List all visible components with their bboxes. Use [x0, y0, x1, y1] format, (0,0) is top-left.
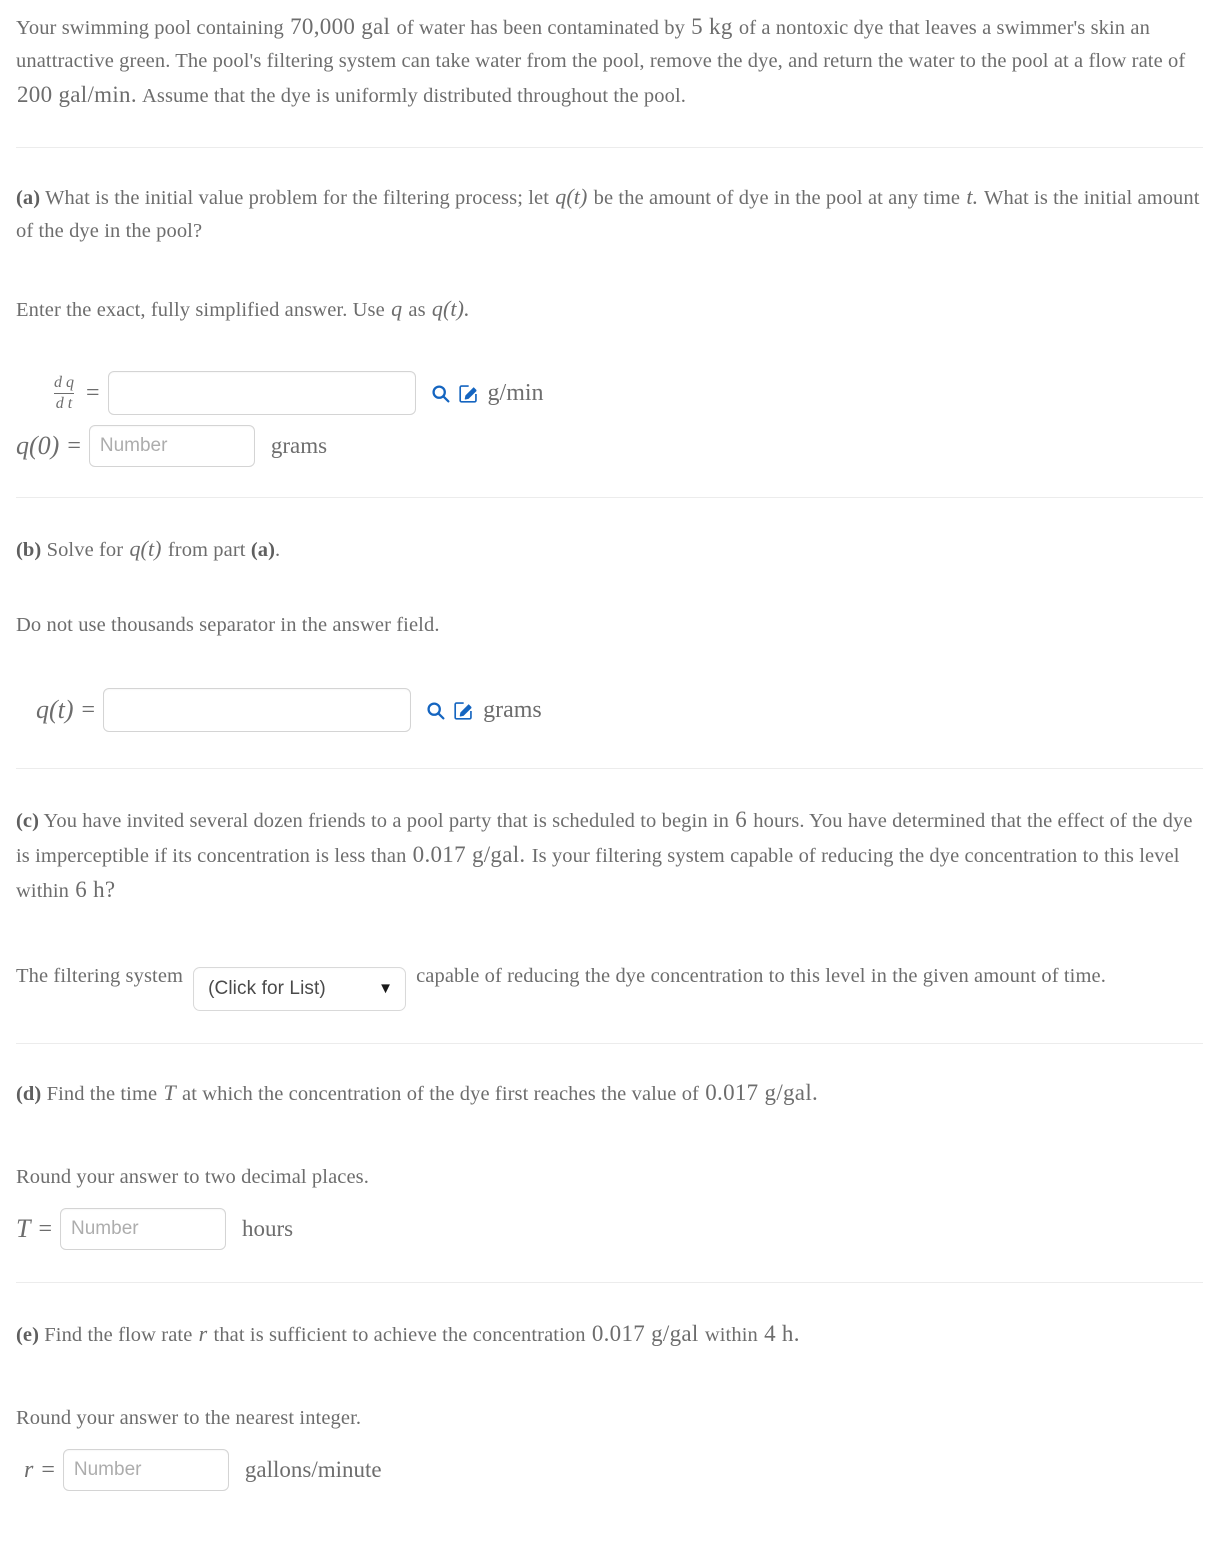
part-c-answer-prefix: The filtering system — [16, 965, 184, 987]
caret-down-icon: ▼ — [378, 980, 394, 997]
part-a-initial-condition-row — [16, 425, 1203, 467]
part-a-text-1: What is the initial value problem for the filtering process; let — [40, 187, 555, 209]
q0-label-text: q(0) — [16, 431, 60, 460]
qt-unit-label: grams — [483, 696, 542, 723]
q0-label — [16, 431, 59, 461]
flow-rate-value: 200 gal/min. — [17, 82, 137, 107]
dye-mass-value: 5 kg — [691, 14, 733, 39]
part-b-instruction: Do not use thousands separator in the answer field. — [16, 614, 440, 636]
part-d-concentration-value: 0.017 g/gal. — [705, 1080, 819, 1105]
part-e-concentration-value: 0.017 g/gal — [591, 1321, 699, 1346]
dq-dt-denominator: d t — [55, 394, 73, 412]
part-a-label: (a) — [16, 187, 41, 209]
qt-label-text: q(t) — [36, 695, 74, 724]
part-c-text-2: hours. You have determined that the effect of the dye is imperceptible if its concentration is less than — [16, 810, 1193, 867]
preview-magnifier-icon[interactable] — [425, 700, 446, 721]
part-e-text-3: within — [704, 1324, 764, 1346]
qt-tool-icons — [425, 700, 474, 721]
part-c-answer-suffix: capable of reducing the dye concentration to this level in the given amount of time. — [416, 965, 1106, 987]
problem-text-1: Your swimming pool containing — [16, 17, 290, 39]
part-e-time-limit-value: 4 h. — [764, 1321, 800, 1346]
part-e-r-var: r — [198, 1321, 208, 1346]
dq-dt-fraction — [50, 375, 78, 412]
part-d-label: (d) — [16, 1083, 42, 1105]
part-d-answer-row — [16, 1208, 1203, 1250]
part-a-q-of-t: q(t) — [555, 184, 588, 209]
r-label — [24, 1457, 33, 1484]
part-a-t-var: t. — [966, 184, 979, 209]
problem-text-4: Assume that the dye is uniformly distributed throughout the pool. — [141, 85, 686, 107]
part-a-instruction-1: Enter the exact, fully simplified answer. Use — [16, 299, 391, 321]
problem-statement-block — [16, 0, 1203, 113]
qt-label — [36, 695, 74, 725]
part-c-question — [16, 803, 1203, 908]
part-c-answer-dropdown[interactable] — [193, 967, 406, 1011]
part-c-block — [16, 803, 1203, 1011]
q0-equals: = — [67, 432, 81, 459]
dq-dt-numerator: d q — [54, 373, 74, 391]
preview-magnifier-icon[interactable] — [430, 383, 451, 404]
part-c-time-limit-value: 6 h? — [75, 877, 116, 902]
part-e-text-1: Find the flow rate — [39, 1324, 198, 1346]
part-c-label: (c) — [16, 810, 40, 832]
dq-dt-equals: = — [86, 379, 100, 406]
dq-dt-math-input[interactable] — [108, 371, 416, 415]
part-a-text-2: be the amount of dye in the pool at any time — [588, 187, 966, 209]
r-unit-label: gallons/minute — [244, 1457, 382, 1482]
part-a-derivative-row — [16, 371, 1203, 415]
part-b-text-2: from part — [162, 539, 251, 561]
part-a-block — [16, 180, 1203, 467]
r-number-input[interactable] — [63, 1449, 229, 1491]
q0-number-input[interactable] — [89, 425, 255, 467]
T-number-input[interactable] — [60, 1208, 226, 1250]
qt-equals: = — [81, 696, 96, 723]
part-d-T-var: T — [163, 1080, 176, 1105]
part-c-hours-value: 6 — [735, 807, 748, 832]
problem-text-2: of water has been contaminated by — [396, 17, 691, 39]
T-unit-label: hours — [242, 1216, 294, 1241]
part-b-question — [16, 532, 1203, 567]
dq-dt-tool-icons — [430, 383, 479, 404]
part-b-label: (b) — [16, 539, 42, 561]
part-a-instruction — [16, 292, 1203, 327]
T-label-text: T — [16, 1214, 31, 1243]
part-a-q-symbol: q — [391, 296, 403, 321]
qt-math-input[interactable] — [103, 688, 411, 732]
part-c-dropdown-value: (Click for List) — [208, 978, 326, 999]
part-e-instruction: Round your answer to the nearest integer. — [16, 1407, 362, 1429]
T-label — [16, 1214, 30, 1244]
part-e-question — [16, 1317, 1203, 1352]
problem-text-3: of a nontoxic dye that leaves a swimmer's skin an unattractive green. The pool's filtering system can take water from the pool, remove the dye, and return the water to the pool at a flow rate of — [16, 17, 1186, 72]
edit-pencil-box-icon[interactable] — [453, 700, 474, 721]
part-a-qt-symbol: q(t). — [431, 296, 470, 321]
dq-dt-unit-label: g/min — [487, 379, 544, 406]
r-equals: = — [41, 1456, 55, 1483]
part-d-question — [16, 1076, 1203, 1111]
part-e-answer-row — [16, 1449, 1203, 1491]
part-e-block — [16, 1317, 1203, 1491]
edit-pencil-box-icon[interactable] — [458, 383, 479, 404]
part-b-block — [16, 532, 1203, 732]
part-a-question — [16, 180, 1203, 248]
T-equals: = — [38, 1215, 53, 1242]
part-d-text-1: Find the time — [41, 1083, 163, 1105]
part-c-concentration-value: 0.017 g/gal. — [412, 842, 526, 867]
part-e-label: (e) — [16, 1324, 40, 1346]
problem-statement — [16, 10, 1203, 113]
part-c-text-3: Is your filtering system capable of reducing the dye concentration to this level within — [16, 845, 1180, 902]
part-b-answer-row — [16, 688, 1203, 732]
r-label-text: r — [24, 1456, 34, 1483]
q0-unit-label: grams — [270, 433, 328, 458]
part-c-answer-sentence — [16, 952, 1203, 1011]
part-b-text-3: . — [275, 539, 281, 561]
part-d-block — [16, 1076, 1203, 1250]
part-e-text-2: that is sufficient to achieve the concentration — [208, 1324, 591, 1346]
part-a-text-3: What is the initial amount of the dye in the pool? — [16, 187, 1200, 242]
part-b-ref-a: (a) — [250, 539, 276, 561]
part-b-text-1: Solve for — [41, 539, 129, 561]
part-b-q-of-t: q(t) — [129, 536, 162, 561]
pool-volume-value: 70,000 gal — [290, 14, 391, 39]
part-d-instruction: Round your answer to two decimal places. — [16, 1166, 369, 1188]
part-d-text-2: at which the concentration of the dye first reaches the value of — [176, 1083, 705, 1105]
part-c-text-1: You have invited several dozen friends to a pool party that is scheduled to begin in — [39, 810, 735, 832]
part-a-instruction-2: as — [403, 299, 431, 321]
